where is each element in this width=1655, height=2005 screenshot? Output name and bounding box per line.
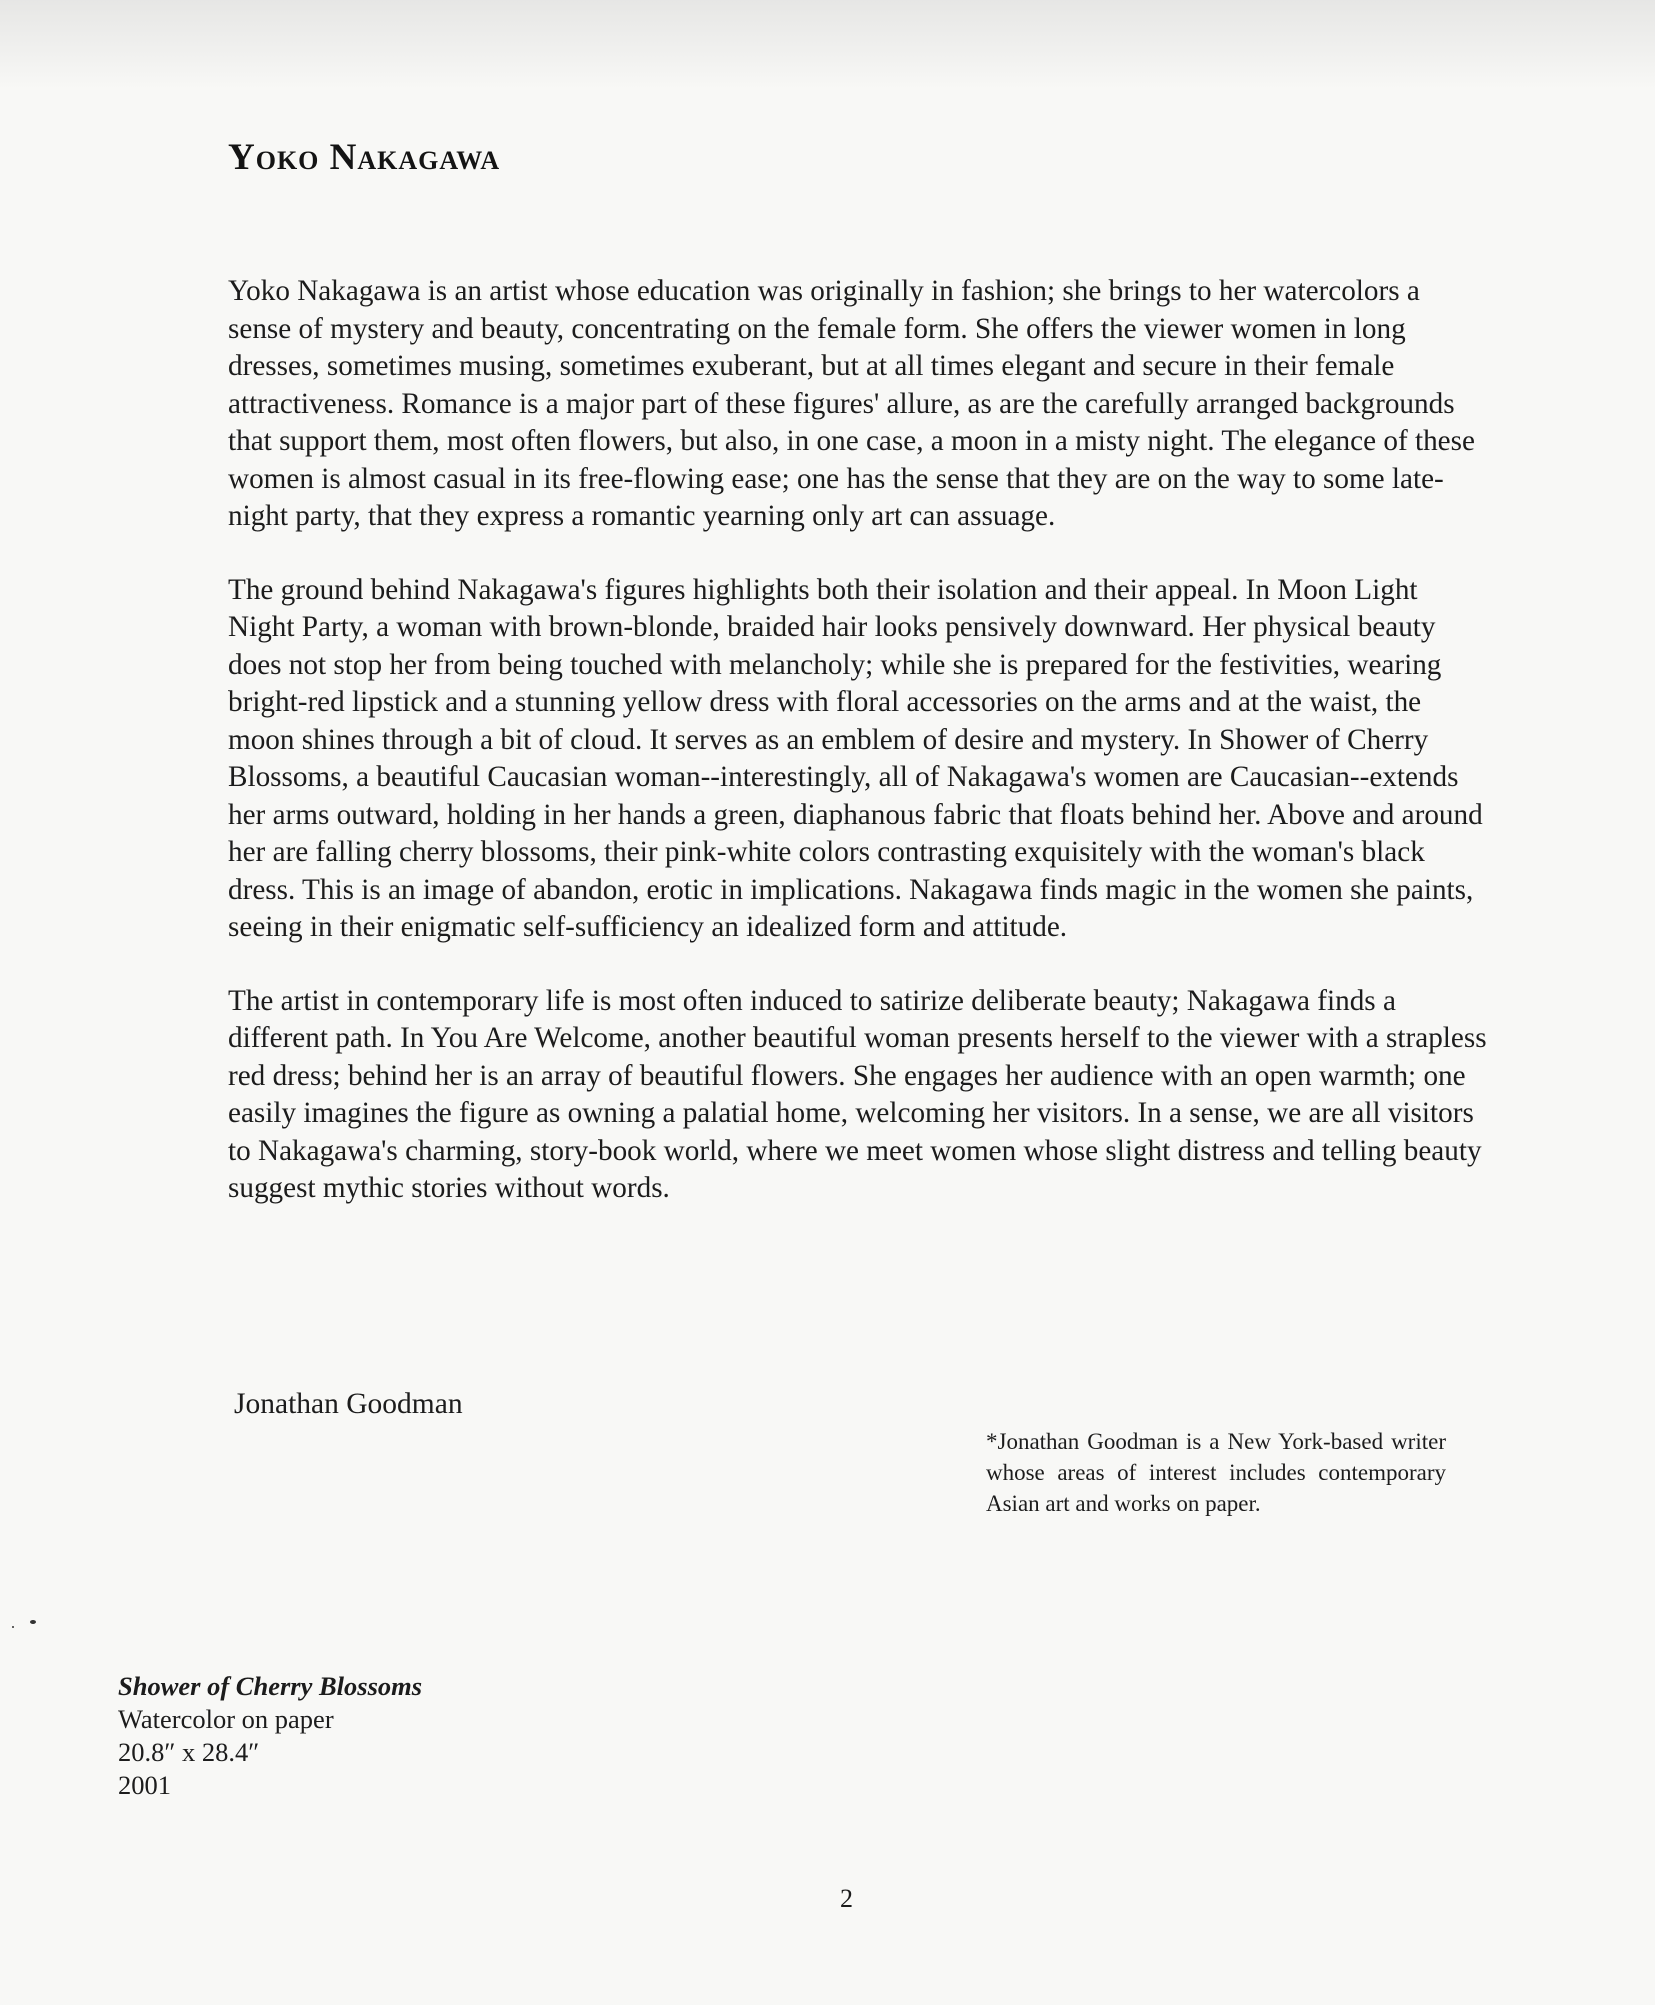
artwork-caption: [118, 1670, 422, 1802]
essay-paragraph-2: The ground behind Nakagawa's figures highlights both their isolation and their appeal. In Moon Light Night Party, a woman with brown-blonde, braided hair looks pensively downward. Her physical beauty does not stop her from being touched with melancholy; while she is prepared for the festivities, wearing bright-red lipstick and a stunning yellow dress with floral accessories on the arms and at the waist, the moon shines through a bit of cloud. It serves as an emblem of desire and mystery. In Shower of Cherry Blossoms, a beautiful Caucasian woman--interestingly, all of Nakagawa's women are Caucasian--extends her arms outward, holding in her hands a green, diaphanous fabric that floats behind her. Above and around her are falling cherry blossoms, their pink-white colors contrasting exquisitely with the woman's black dress. This is an image of abandon, erotic in implications. Nakagawa finds magic in the women she paints, seeing in their enigmatic self-sufficiency an idealized form and attitude.: [228, 573, 1483, 943]
author-signature: Jonathan Goodman: [234, 1388, 463, 1420]
essay-paragraph-1: Yoko Nakagawa is an artist whose education was originally in fashion; she brings to her watercolors a sense of mystery and beauty, concentrating on the female form. She offers the viewer women in long dresses, sometimes musing, sometimes exuberant, but at all times elegant and secure in their female attractiveness. Romance is a major part of these figures' allure, as are the carefully arranged backgrounds that support them, most often flowers, but also, in one case, a moon in a misty night. The elegance of these women is almost casual in its free-flowing ease; one has the sense that they are on the way to some late-night party, that they express a romantic yearning only art can assuage.: [228, 275, 1475, 532]
artwork-title: Shower of Cherry Blossoms: [118, 1671, 423, 1701]
artwork-dimensions: 20.8″ x 28.4″: [118, 1737, 260, 1767]
scan-speck: [12, 1626, 14, 1628]
page-number: 2: [840, 1884, 853, 1913]
essay-body: [228, 273, 1488, 1244]
author-note: *Jonathan Goodman is a New York-based writer whose areas of interest includes contemporary Asian art and works on paper.: [986, 1429, 1446, 1516]
scan-shadow: [0, 0, 1655, 90]
page-title: Yoko Nakagawa: [228, 137, 501, 178]
artwork-year: 2001: [118, 1770, 171, 1800]
artwork-medium: Watercolor on paper: [118, 1704, 334, 1734]
scan-speck: [30, 1620, 36, 1624]
essay-paragraph-3: The artist in contemporary life is most often induced to satirize deliberate beauty; Nakagawa finds a different path. In You Are Welcome, another beautiful woman presents herself to the viewer with a strapless red dress; behind her is an array of beautiful flowers. She engages her audience with an open warmth; one easily imagines the figure as owning a palatial home, welcoming her visitors. In a sense, we are all visitors to Nakagawa's charming, story-book world, where we meet women whose slight distress and telling beauty suggest mythic stories without words.: [228, 984, 1487, 1204]
